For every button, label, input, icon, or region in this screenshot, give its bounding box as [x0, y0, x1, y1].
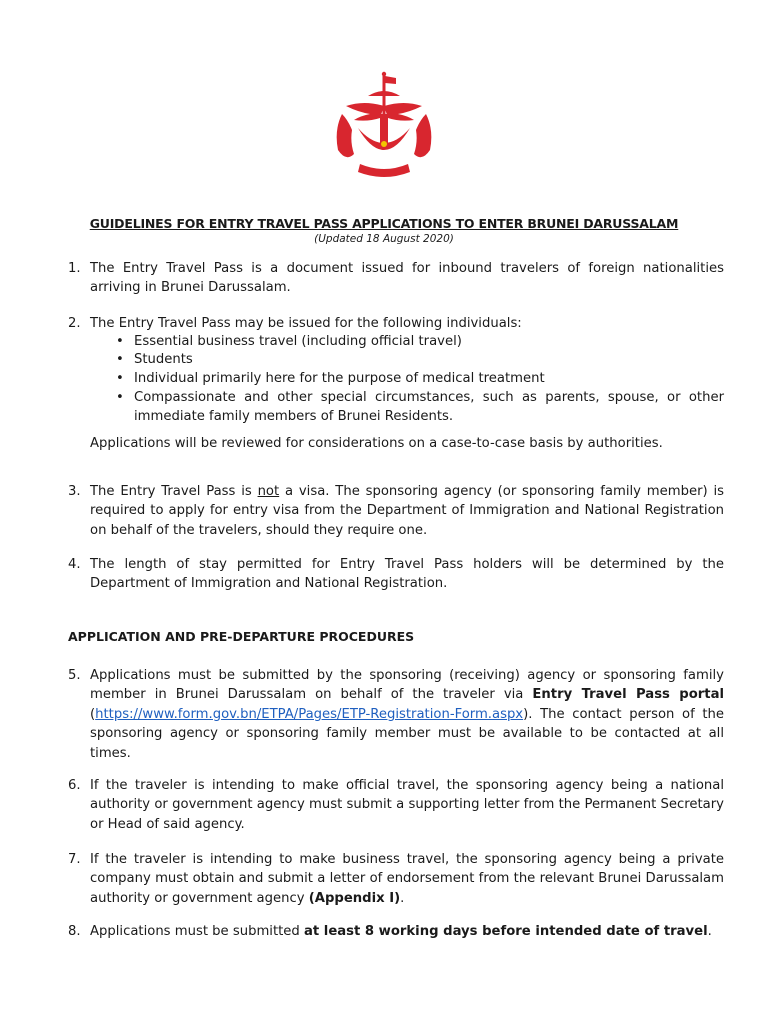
- list-item: 7. If the traveler is intending to make business travel, the sponsoring agency being a private company must obtain and submit a letter of endorsement from the relevant Brunei Darussalam authority or government agency (Appendix I).: [68, 852, 724, 906]
- etp-portal-link[interactable]: https://www.form.gov.bn/ETPA/Pages/ETP-Registration-Form.aspx: [95, 706, 524, 722]
- list-item: 2. The Entry Travel Pass may be issued for the following individuals:: [68, 316, 522, 331]
- list-item: 8. Applications must be submitted at least 8 working days before intended date of travel.: [68, 924, 712, 939]
- updated-date: (Updated 18 August 2020): [314, 233, 454, 245]
- list-item: 1. The Entry Travel Pass is a document issued for inbound travelers of foreign nationalities arriving in Brunei Darussalam.: [68, 261, 724, 296]
- bullet-item: • Compassionate and other special circumstances, such as parents, spouse, or other immediate family members of Brunei Residents.: [116, 390, 724, 425]
- bullet-item: • Individual primarily here for the purpose of medical treatment: [116, 371, 545, 386]
- list-item: 6. If the traveler is intending to make official travel, the sponsoring agency being a national authority or government agency must submit a supporting letter from the Permanent Secretary or Head of said agency.: [68, 778, 724, 832]
- bullet-item: • Students: [116, 352, 193, 367]
- document-title: GUIDELINES FOR ENTRY TRAVEL PASS APPLICATIONS TO ENTER BRUNEI DARUSSALAM: [89, 216, 679, 231]
- review-note: Applications will be reviewed for considerations on a case-to-case basis by authorities.: [90, 436, 663, 451]
- list-item: 4. The length of stay permitted for Entry Travel Pass holders will be determined by the Department of Immigration and National Registration.: [68, 557, 724, 592]
- list-item: 3. The Entry Travel Pass is not a visa. The sponsoring agency (or sponsoring family member) is required to apply for entry visa from the Department of Immigration and National Registration on behalf of the travelers, should they require one.: [68, 484, 724, 538]
- list-item: 5. Applications must be submitted by the sponsoring (receiving) agency or sponsoring family member in Brunei Darussalam on behalf of the traveler via Entry Travel Pass portal (https://www.form.gov.bn/ETPA/Pages/ETP-Registration-Form.aspx). The contact person of the sponsoring agency or sponsoring family member must be available to be contacted at all times.: [68, 668, 725, 761]
- brunei-crest-emblem: [324, 70, 444, 190]
- section-heading: APPLICATION AND PRE-DEPARTURE PROCEDURES: [68, 629, 415, 644]
- bullet-item: • Essential business travel (including official travel): [116, 334, 462, 349]
